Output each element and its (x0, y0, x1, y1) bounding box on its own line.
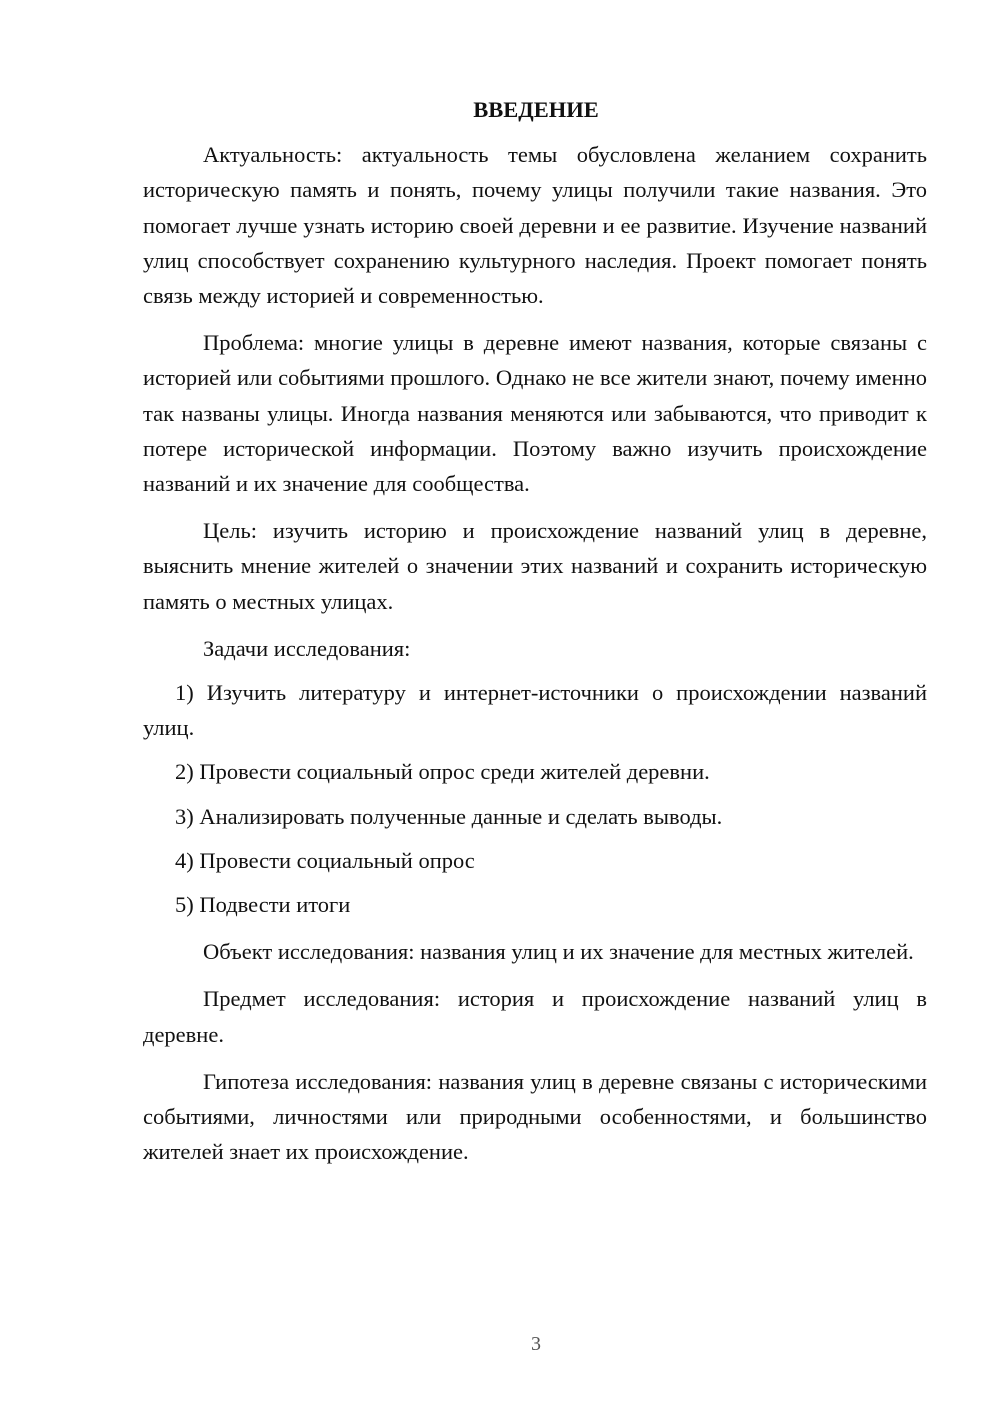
page-content (143, 92, 927, 1181)
task-item: 5) Подвести итоги (175, 892, 351, 918)
task-item: 1) Изучить литературу и интернет-источники о происхождении названий улиц. (143, 680, 927, 741)
task-item: 3) Анализировать полученные данные и сделать выводы. (175, 803, 723, 829)
task-item: 2) Провести социальный опрос среди жителей деревни. (175, 759, 710, 785)
page-number: 3 (531, 1333, 541, 1355)
task-item: 4) Провести социальный опрос (175, 847, 475, 873)
goal-paragraph: Цель: изучить историю и происхождение названий улиц в деревне, выяснить мнение жителей о значении этих названий и сохранить историческую память о местных улицах. (143, 518, 927, 614)
problem-paragraph: Проблема: многие улицы в деревне имеют названия, которые связаны с историей или событиями прошлого. Однако не все жители знают, почему именно так названы улицы. Иногда названия меняются или забываются, что приводит к потере исторической информации. Поэтому важно изучить происхождение названий и их значение для сообщества. (143, 330, 927, 497)
page-title: ВВЕДЕНИЕ (473, 97, 599, 122)
object-paragraph: Объект исследования: названия улиц и их значение для местных жителей. (203, 939, 914, 965)
subject-paragraph: Предмет исследования: история и происхождение названий улиц в деревне. (143, 986, 927, 1047)
relevance-paragraph: Актуальность: актуальность темы обусловлена желанием сохранить историческую память и понять, почему улицы получили такие названия. Это помогает лучше узнать историю своей деревни и ее развитие. Изучение названий улиц способствует сохранению культурного наследия. Проект помогает понять связь между историей и современностью. (143, 142, 927, 309)
tasks-heading: Задачи исследования: (203, 635, 411, 661)
hypothesis-paragraph: Гипотеза исследования: названия улиц в деревне связаны с историческими событиями, личностями или природными особенностями, и большинство жителей знает их происхождение. (143, 1068, 927, 1165)
tasks-list (143, 675, 927, 922)
